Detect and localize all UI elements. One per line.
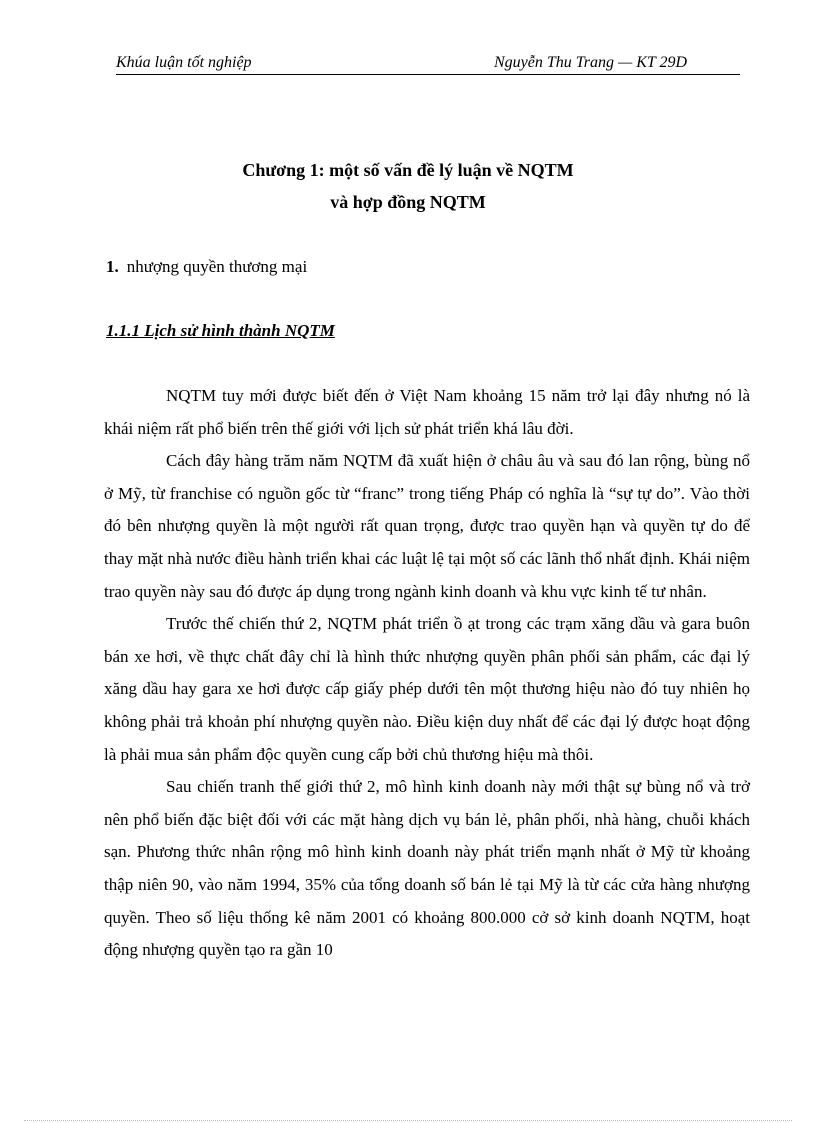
header-author: Nguyễn Thu Trang — KT 29D bbox=[494, 54, 688, 71]
subsection-heading: 1.1.1 Lịch sử hình thành NQTM bbox=[106, 321, 335, 340]
header-thesis-label: Khúa luận tốt nghiệp bbox=[116, 54, 252, 71]
paragraph: Sau chiến tranh thế giới thứ 2, mô hình kinh doanh này mới thật sự bùng nổ và trở nên phổ biến đặc biệt đối với các mặt hàng dịch vụ bán lẻ, phân phối, nhà hàng, chuỗi khách sạn. Phương thức nhân rộng mô hình kinh doanh này phát triển mạnh nhất ở Mỹ từ khoảng thập niên 90, vào năm 1994, 35% của tổng doanh số bán lẻ tại Mỹ là từ các cửa hàng nhượng quyền. Theo số liệu thống kê năm 2001 có khoảng 800.000 cở sở kinh doanh NQTM, hoạt động nhượng quyền tạo ra gần 10 bbox=[104, 777, 750, 960]
chapter-title-line-1: Chương 1: một số vấn đề lý luận về NQTM bbox=[242, 160, 574, 180]
section-number: 1. bbox=[106, 257, 119, 276]
body-text bbox=[104, 380, 750, 967]
page-bottom-divider bbox=[24, 1120, 792, 1121]
chapter-title-line-2: và hợp đồng NQTM bbox=[330, 192, 486, 212]
section-heading bbox=[106, 257, 307, 277]
page-header bbox=[116, 52, 740, 75]
paragraph: NQTM tuy mới được biết đến ở Việt Nam khoảng 15 năm trở lại đây nhưng nó là khái niệm rất phổ biến trên thế giới với lịch sử phát triển khá lâu đời. bbox=[104, 386, 750, 438]
paragraph: Cách đây hàng trăm năm NQTM đã xuất hiện ở châu âu và sau đó lan rộng, bùng nổ ở Mỹ, từ franchise có nguồn gốc từ “franc” trong tiếng Pháp có nghĩa là “sự tự do”. Vào thời đó bên nhượng quyền là một người rất quan trọng, được trao quyền hạn và quyền tự do để thay mặt nhà nước điều hành triển khai các luật lệ tại một số các lãnh thổ nhất định. Khái niệm trao quyền này sau đó được áp dụng trong ngành kinh doanh và khu vực kinh tế tư nhân. bbox=[104, 451, 750, 601]
section-title: nhượng quyền thương mại bbox=[126, 257, 308, 276]
paragraph: Trước thế chiến thứ 2, NQTM phát triển ồ ạt trong các trạm xăng dầu và gara buôn bán xe hơi, về thực chất đây chỉ là hình thức nhượng quyền phân phối sản phẩm, các đại lý xăng dầu hay gara xe hơi được cấp giấy phép dưới tên một thương hiệu nào đó tuy nhiên họ không phải trả khoản phí nhượng quyền nào. Điều kiện duy nhất để các đại lý được hoạt động là phải mua sản phẩm độc quyền cung cấp bởi chủ thương hiệu mà thôi. bbox=[104, 614, 750, 764]
